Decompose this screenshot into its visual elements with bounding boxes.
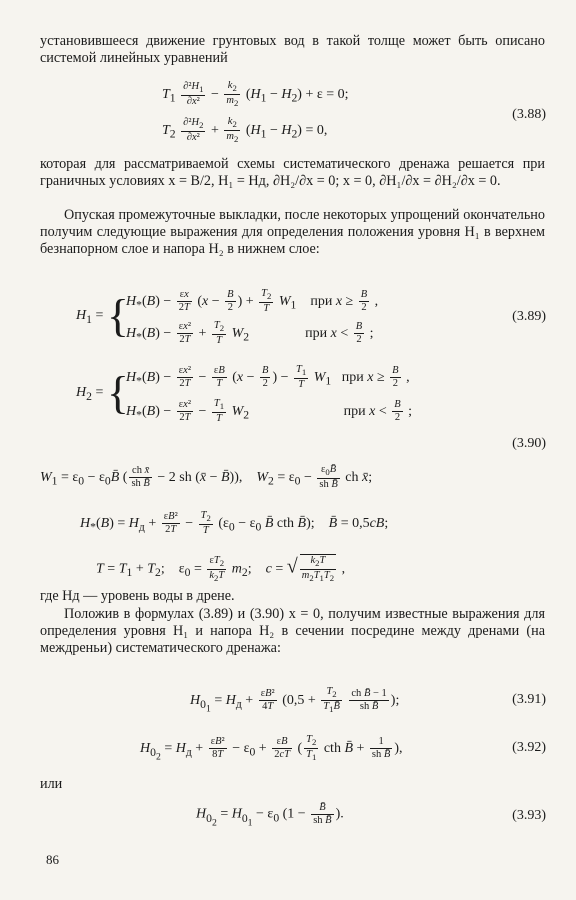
equation-3-90-case-1: $H_*(B)$ − $\frac{\text{εx²}}{2T}$ − $\frac{\varepsilon B}{T}$ (x − $\frac{B}{2}$ ) − $\frac{T_1}{T}$ $W_1$ при x ≥ $\frac{B}{2}$ , [126, 364, 410, 391]
equation-tsum [40, 550, 546, 586]
equation-3-88-line-2: $T_2$ $\frac{\partial^2H_2}{\text{∂x²}}$ + $\frac{k_2}{m_2}$ $(H_1 - H_2) = 0$, [162, 116, 328, 145]
paragraph-midpoint: Положив в формулах (3.89) и (3.90) x = 0, получим известные выражения для определения уровня H₁ и напора H₂ в сечении посредине между дренами (на междреньи) систематического дренажа: [40, 606, 545, 656]
equation-3-93-body: $H_{0_2} = H_{0_1} - \varepsilon_0$ (1 − $\frac{B̄}{\text{sh B̄}}$ ). [196, 802, 344, 828]
equation-hstar [40, 506, 546, 542]
equation-3-92-body: $H_{0_2} = H_д$ + $\frac{\text{εB²}}{8T}$ − $\varepsilon_0$ + $\frac{\varepsilon B}{2cT}$ ( $\frac{T_2}{T_1}$ cth B̄ + $\frac{1}{\text{sh B̄}}$ ), [140, 734, 403, 763]
equation-w-body: $W_1 = \varepsilon_0$ − $\varepsilon_0B̄$ ( $\frac{\text{ch x̄}}{\text{sh B̄}}$ − 2 sh (x̄ − B̄)), $W_2 = \varepsilon_0$ − $\frac{\varepsilon_0B̄}{\text{sh B̄}}$ ch x̄; [40, 464, 373, 491]
equation-3-91-body: $H_{0_1} = H_д$ + $\frac{\text{εB²}}{4T}$ (0,5 + $\frac{T_2}{T_1B̄}$ $\frac{\text{ch B̄ − 1}}{\text{sh B̄}}$ ); [190, 686, 400, 715]
equation-3-89-case-2: $H_*(B)$ − $\frac{\text{εx²}}{2T}$ + $\frac{T_2}{T}$ $W_2$ при x < $\frac{B}{2}$ ; [126, 320, 374, 347]
equation-hstar-body: $H_*(B) = H_д$ + $\frac{\text{εB²}}{2T}$ − $\frac{T_2}{T}$ ($\varepsilon_0 - \varepsilon_0$ B̄ cth B̄); B̄ = 0,5cB; [80, 510, 389, 537]
equation-number-3-93: (3.93) [512, 808, 546, 823]
equation-3-92 [40, 728, 546, 768]
equation-number-3-88: (3.88) [512, 107, 546, 122]
equation-3-89 [40, 284, 546, 350]
equation-3-88 [40, 80, 546, 150]
equation-w-definitions [40, 458, 546, 498]
equation-3-91 [40, 680, 546, 720]
paragraph-drain-level: где Hд — уровень воды в дрене. [40, 588, 235, 604]
equation-3-90-lhs: $H_2$ = { [76, 367, 129, 418]
paragraph-intro: установившееся движение грунтовых вод в такой толще может быть описано системой линейных уравнений [40, 33, 545, 66]
equation-tsum-body: $T = T_1 + T_2$; $\varepsilon_0$ = $\frac{\varepsilon T_2}{k_2T}$ $m_2$; c = √ $\frac{k_2T}{m_2T_1T_2}$ , [96, 554, 346, 584]
equation-3-90-case-2: $H_*(B)$ − $\frac{\text{εx²}}{2T}$ − $\frac{T_1}{T}$ $W_2$ при x < $\frac{B}{2}$ ; [126, 398, 413, 425]
equation-number-3-92: (3.92) [512, 740, 546, 755]
page-number: 86 [46, 852, 59, 867]
paragraph-boundary-conditions: которая для рассматриваемой схемы систематического дренажа решается при граничных условиях x = B/2, H₁ = Hд, ∂H₂/∂x = 0; x = 0, ∂H₁/∂x = ∂H₂/∂x = 0. [40, 156, 545, 189]
equation-3-90-number-row [40, 434, 546, 454]
equation-3-89-lhs: $H_1$ = { [76, 290, 129, 341]
equation-3-93 [40, 796, 546, 836]
paragraph-or: или [40, 776, 63, 792]
equation-3-88-line-1: $T_1$ $\frac{\partial^2H_1}{\text{∂x²}}$ − $\frac{k_2}{m_2}$ $(H_1 - H_2) + \varepsilon = 0$; [162, 80, 349, 109]
paragraph-derivation: Опуская промежуточные выкладки, после некоторых упрощений окончательно получим следующие выражения для определения положения уровня H₁ в верхнем безнапорном слое и напора H₂ в нижнем слое: [40, 207, 545, 257]
equation-3-90 [40, 360, 546, 430]
equation-number-3-89: (3.89) [512, 309, 546, 324]
equation-number-3-90: (3.90) [512, 436, 546, 451]
equation-3-89-case-1: $H_*(B)$ − $\frac{\varepsilon x}{2T}$ (x − $\frac{B}{2}$ ) + $\frac{T_2}{T}$ $W_1$ при x ≥ $\frac{B}{2}$ , [126, 288, 379, 315]
equation-number-3-91: (3.91) [512, 692, 546, 707]
